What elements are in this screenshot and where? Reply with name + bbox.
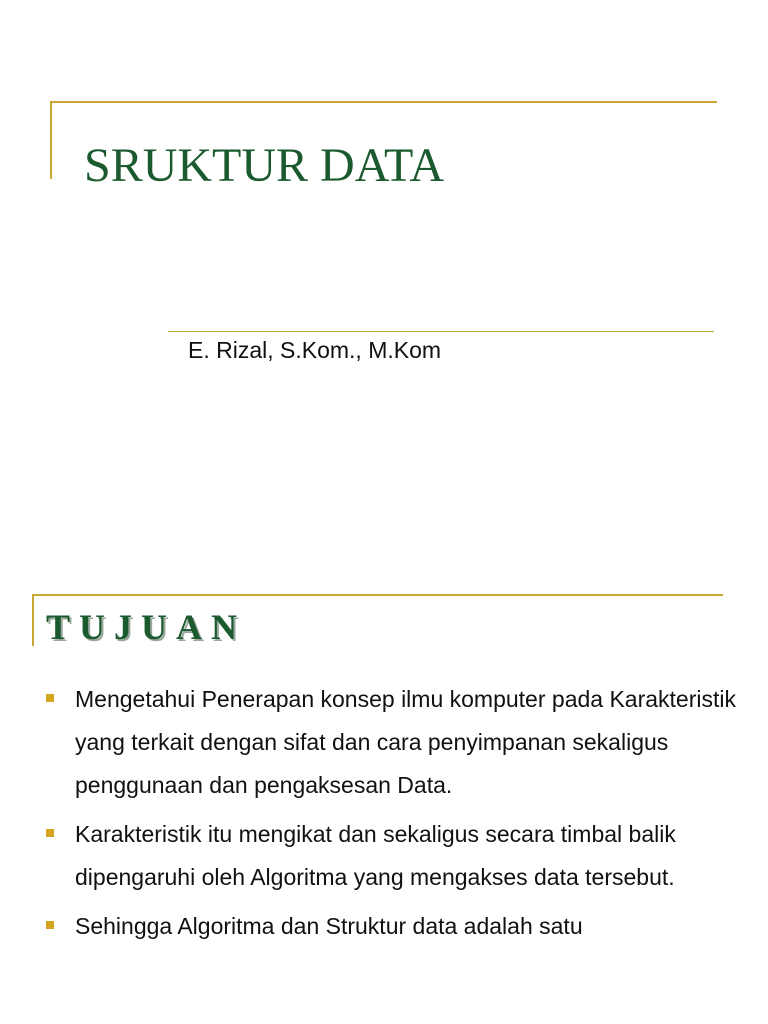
section-heading: TUJUAN	[46, 607, 247, 647]
square-bullet-icon	[46, 921, 54, 929]
title-rule-top	[50, 101, 717, 103]
list-item	[46, 678, 746, 807]
heading-rule-left	[32, 594, 34, 646]
title-rule-left	[50, 101, 52, 179]
subtitle-rule	[168, 331, 714, 332]
list-item	[46, 905, 746, 948]
slide-title: SRUKTUR DATA	[84, 139, 445, 192]
list-item-text: Mengetahui Penerapan konsep ilmu komputer pada Karakteristik yang terkait dengan sifat dan cara penyimpanan sekaligus penggunaan dan pengaksesan Data.	[75, 686, 736, 798]
heading-rule-top	[32, 594, 723, 596]
square-bullet-icon	[46, 829, 54, 837]
list-item-text: Sehingga Algoritma dan Struktur data adalah satu	[75, 913, 583, 939]
list-item	[46, 813, 746, 899]
square-bullet-icon	[46, 694, 54, 702]
author-name: E. Rizal, S.Kom., M.Kom	[188, 337, 442, 363]
bullet-list	[46, 678, 746, 954]
list-item-text: Karakteristik itu mengikat dan sekaligus secara timbal balik dipengaruhi oleh Algoritma yang mengakses data tersebut.	[75, 821, 676, 890]
